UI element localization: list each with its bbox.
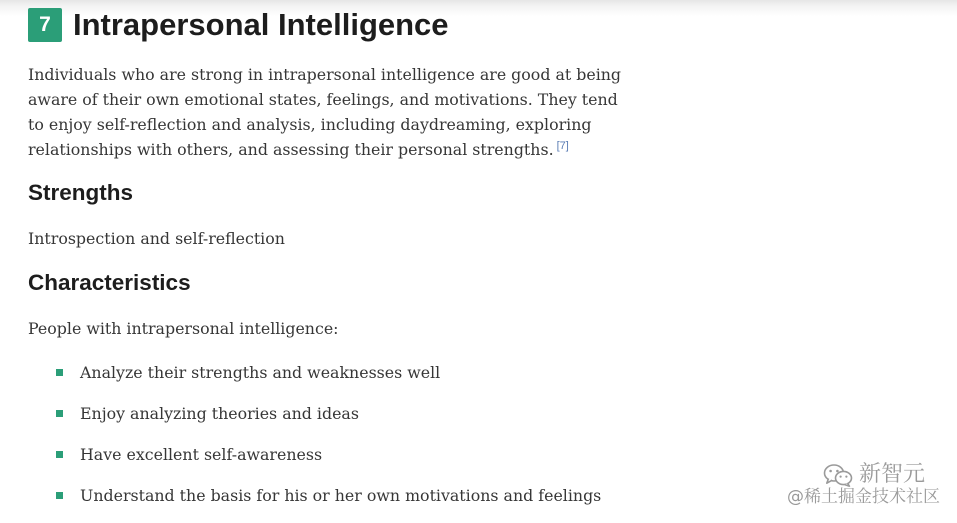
list-item: [0, 401, 700, 426]
list-item-text: Analyze their strengths and weaknesses well: [80, 363, 441, 382]
watermark-account: [823, 461, 925, 489]
intro-text: Individuals who are strong in intrapersonal intelligence are good at being aware of their own emotional states, feelings, and motivations. They tend to enjoy self-reflection and analysis, including daydreaming, exploring relationships with others, and assessing their personal strengths.: [28, 65, 622, 159]
list-item: [0, 442, 700, 467]
watermark-account-name: 新智元: [858, 462, 925, 487]
intro-paragraph: [28, 62, 668, 162]
bullet-square: [56, 492, 63, 499]
section-title: Intrapersonal Intelligence: [73, 7, 449, 42]
strengths-text: Introspection and self-reflection: [28, 229, 285, 248]
list-item-text: Enjoy analyzing theories and ideas: [80, 404, 359, 423]
characteristics-heading: Characteristics: [28, 270, 191, 295]
citation-link[interactable]: [7]: [556, 140, 569, 152]
bullet-square: [56, 451, 63, 458]
strengths-heading: Strengths: [28, 180, 134, 205]
bullet-square: [56, 369, 63, 376]
watermark-source: @稀土掘金技术社区: [787, 487, 940, 507]
list-item-text: Have excellent self-awareness: [80, 445, 323, 464]
list-item: [0, 483, 700, 508]
characteristics-list: [0, 360, 700, 523]
wechat-icon: [823, 463, 853, 487]
list-item: [0, 360, 700, 385]
bullet-square: [56, 410, 63, 417]
section-number-badge: 7: [28, 8, 62, 42]
list-item-text: Understand the basis for his or her own motivations and feelings: [80, 486, 602, 505]
characteristics-lead: People with intrapersonal intelligence:: [28, 319, 339, 338]
